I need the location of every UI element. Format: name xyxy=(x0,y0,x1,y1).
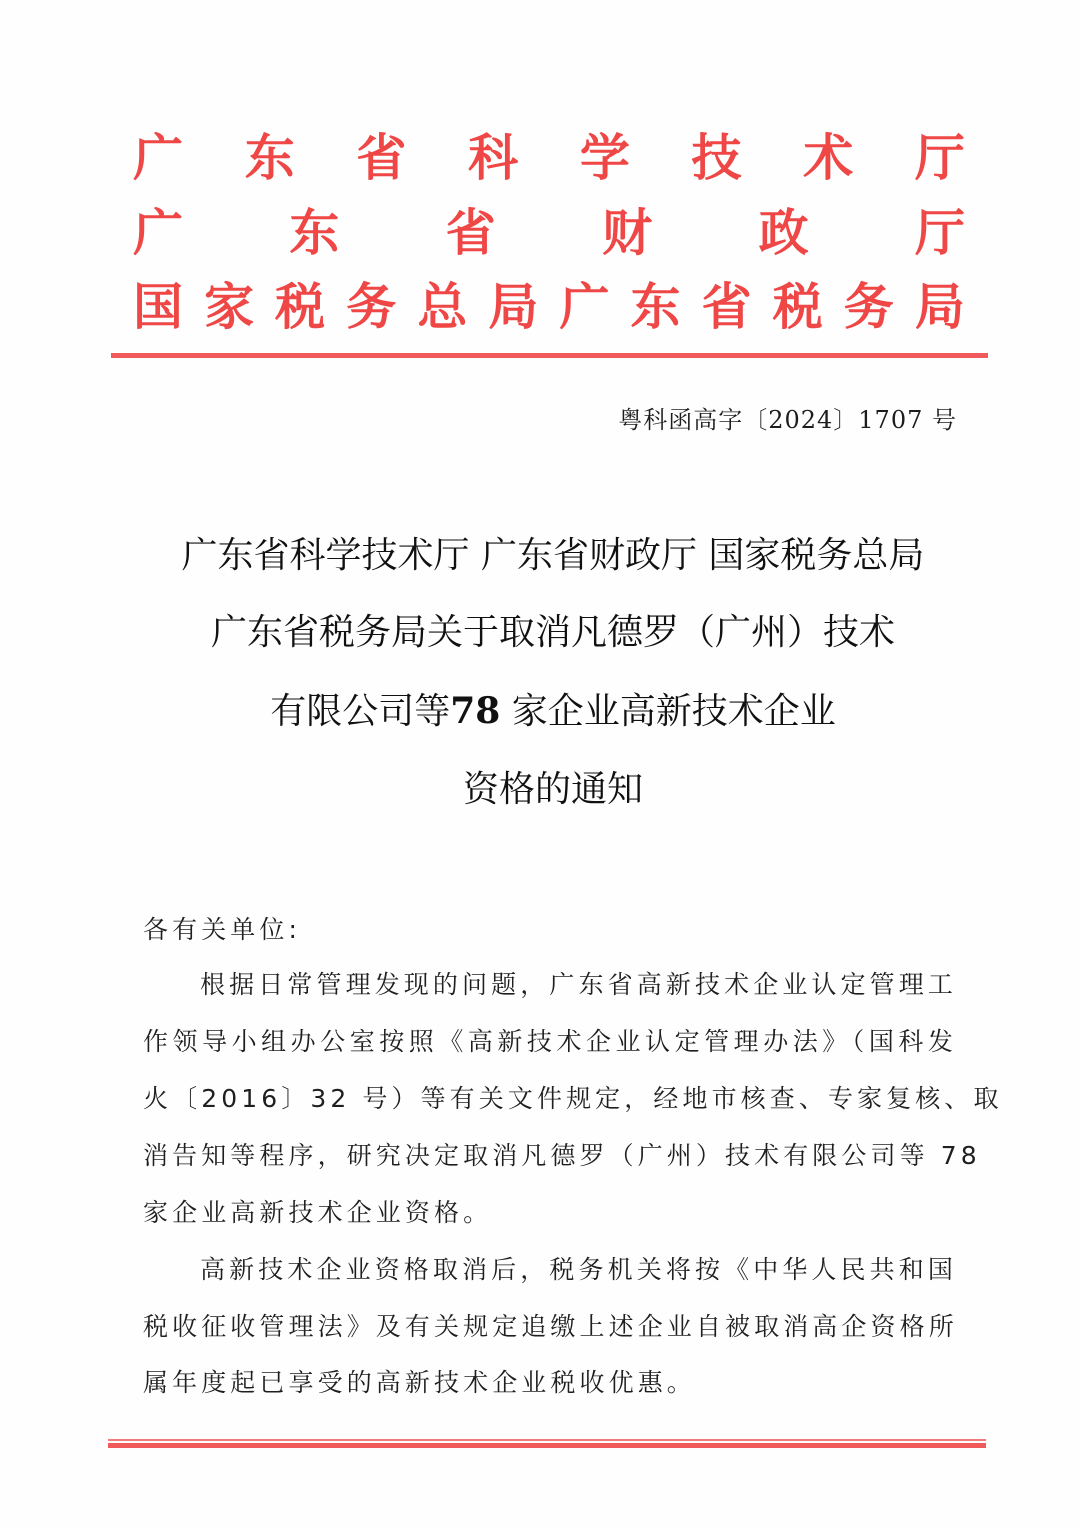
body-paragraph-line: 消告知等程序，研究决定取消凡德罗（广州）技术有限公司等 78 xyxy=(143,1141,981,1170)
letterhead-char: 术 xyxy=(803,129,854,187)
letterhead-char: 东 xyxy=(630,278,681,336)
body-paragraph-line: 根据日常管理发现的问题，广东省高新技术企业认定管理工 xyxy=(200,970,957,999)
title-line: 广东省税务局关于取消凡德罗（广州）技术 xyxy=(210,612,895,653)
footer-red-divider-thin xyxy=(108,1439,986,1441)
letterhead-char: 广 xyxy=(133,129,183,187)
letterhead-char: 东 xyxy=(244,129,295,187)
letterhead-char: 政 xyxy=(758,204,809,262)
title-line xyxy=(0,689,1080,734)
salutation: 各有关单位: xyxy=(143,915,302,944)
letterhead-char: 科 xyxy=(468,129,519,187)
letterhead-char: 学 xyxy=(579,129,630,187)
letterhead-char: 税 xyxy=(772,278,823,336)
letterhead-row-tax-bureau xyxy=(133,280,965,334)
body-paragraph-line: 家企业高新技术企业资格。 xyxy=(143,1198,493,1227)
title-text: 有限公司等 xyxy=(270,691,451,732)
letterhead-char: 财 xyxy=(602,204,653,262)
body-paragraph-line: 高新技术企业资格取消后，税务机关将按《中华人民共和国 xyxy=(200,1255,957,1284)
letterhead-char: 务 xyxy=(843,278,894,336)
letterhead-char: 技 xyxy=(691,129,742,187)
letterhead-char: 务 xyxy=(346,278,397,336)
letterhead-char: 局 xyxy=(914,278,965,336)
body-paragraph-line: 火〔2016〕32 号）等有关文件规定，经地市核查、专家复核、取 xyxy=(143,1084,1003,1113)
letterhead-char: 东 xyxy=(289,204,340,262)
title-line: 广东省科学技术厅 广东省财政厅 国家税务总局 xyxy=(181,535,925,576)
title-line: 资格的通知 xyxy=(462,769,643,810)
letterhead-char: 省 xyxy=(701,278,752,336)
letterhead-char: 广 xyxy=(559,278,610,336)
letterhead-char: 省 xyxy=(356,129,407,187)
letterhead-char: 厅 xyxy=(914,129,965,187)
letterhead-char: 总 xyxy=(417,278,468,336)
footer-red-divider xyxy=(108,1443,986,1448)
letterhead-char: 局 xyxy=(488,278,539,336)
title-count: 78 xyxy=(450,690,501,732)
letterhead-char: 广 xyxy=(133,204,183,262)
letterhead-char: 厅 xyxy=(914,204,965,262)
title-text: 家企业高新技术企业 xyxy=(511,691,836,732)
letterhead-char: 家 xyxy=(204,278,255,336)
letterhead-char: 国 xyxy=(133,278,183,336)
body-paragraph-line: 税收征收管理法》及有关规定追缴上述企业自被取消高企资格所 xyxy=(143,1312,958,1341)
letterhead-row-finance-department xyxy=(133,206,965,260)
letterhead-char: 税 xyxy=(275,278,326,336)
body-paragraph-line: 作领导小组办公室按照《高新技术企业认定管理办法》（国科发 xyxy=(143,1027,957,1056)
letterhead-row-science-department xyxy=(133,131,965,185)
document-number: 粤科函高字〔2024〕1707 号 xyxy=(618,406,957,434)
letterhead-char: 省 xyxy=(445,204,496,262)
body-paragraph-line: 属年度起已享受的高新技术企业税收优惠。 xyxy=(143,1368,696,1397)
letterhead-red-divider xyxy=(111,353,988,358)
